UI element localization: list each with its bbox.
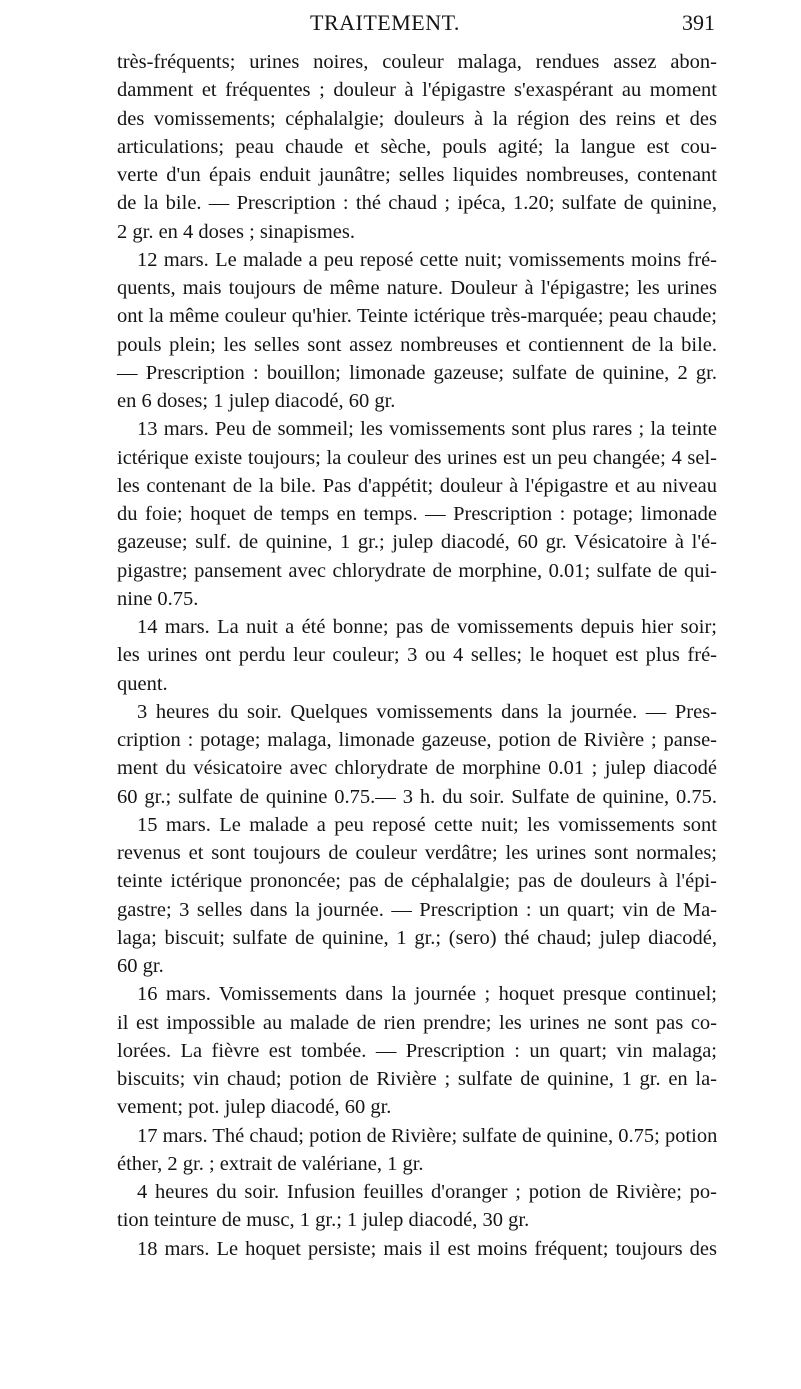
text-line: teinte ictérique prononcée; pas de céphalalgie; pas de douleurs à l'épi- [117, 870, 717, 893]
text-line: quents, mais toujours de même nature. Douleur à l'épigastre; les urines [117, 277, 717, 299]
text-line: 60 gr. [117, 955, 164, 977]
text-line: quent. [117, 672, 168, 695]
text-line: 2 gr. en 4 doses ; sinapismes. [117, 220, 356, 243]
page-header [115, 10, 715, 42]
text-line: 12 mars. Le malade a peu reposé cette nuit; vomissements moins fré- [137, 248, 717, 271]
text-line: gazeuse; sulf. de quinine, 1 gr.; julep diacodé, 60 gr. Vésicatoire à l'é- [117, 531, 717, 554]
text-line: biscuits; vin chaud; potion de Rivière ; sulfate de quinine, 1 gr. en la- [117, 1068, 717, 1090]
text-line: lorées. La fièvre est tombée. — Prescription : un quart; vin malaga; [117, 1039, 717, 1062]
text-line: damment et fréquentes ; douleur à l'épigastre s'exaspérant au moment [117, 79, 717, 102]
text-line: en 6 doses; 1 julep diacodé, 60 gr. [117, 390, 396, 412]
text-line: gastre; 3 selles dans la journée. — Prescription : un quart; vin de Ma- [117, 898, 717, 921]
text-line: de la bile. — Prescription : thé chaud ; ipéca, 1.20; sulfate de quinine, [117, 192, 717, 215]
text-line: du foie; hoquet de temps en temps. — Prescription : potage; limonade [117, 503, 717, 525]
text-line: revenus et sont toujours de couleur verdâtre; les urines sont normales; [117, 842, 717, 864]
text-line: éther, 2 gr. ; extrait de valériane, 1 gr. [117, 1152, 424, 1175]
text-line: 14 mars. La nuit a été bonne; pas de vomissements depuis hier soir; [137, 616, 717, 638]
body-text [117, 48, 717, 1263]
text-line: 3 heures du soir. Quelques vomissements dans la journée. — Pres- [137, 700, 717, 723]
text-line: des vomissements; céphalalgie; douleurs à la région des reins et des [117, 107, 717, 130]
text-line: pigastre; pansement avec chlorydrate de morphine, 0.01; sulfate de qui- [117, 559, 717, 582]
text-line: laga; biscuit; sulfate de quinine, 1 gr.; (sero) thé chaud; julep diacodé, [117, 926, 717, 949]
text-line: 16 mars. Vomissements dans la journée ; hoquet presque continuel; [137, 983, 717, 1006]
text-line: 15 mars. Le malade a peu reposé cette nuit; les vomissements sont [137, 813, 717, 836]
running-title: TRAITEMENT. [310, 10, 460, 35]
text-line: 18 mars. Le hoquet persiste; mais il est moins fréquent; toujours des [137, 1237, 717, 1260]
text-line: verte d'un épais enduit jaunâtre; selles liquides nombreuses, contenant [117, 164, 717, 186]
text-line: ont la même couleur qu'hier. Teinte ictérique très-marquée; peau chaude; [117, 305, 717, 328]
text-line: 13 mars. Peu de sommeil; les vomissements sont plus rares ; la teinte [137, 418, 717, 441]
text-line: les urines ont perdu leur couleur; 3 ou 4 selles; le hoquet est plus fré- [117, 644, 717, 667]
text-line: très-fréquents; urines noires, couleur malaga, rendues assez abon- [117, 51, 717, 73]
text-line: pouls plein; les selles sont assez nombreuses et contiennent de la bile. [117, 333, 717, 356]
text-line: — Prescription : bouillon; limonade gazeuse; sulfate de quinine, 2 gr. [117, 361, 717, 384]
text-line: 60 gr.; sulfate de quinine 0.75.— 3 h. du soir. Sulfate de quinine, 0.75. [117, 785, 717, 808]
text-line: ictérique existe toujours; la couleur des urines est un peu changée; 4 sel- [117, 446, 717, 469]
text-line: cription : potage; malaga, limonade gazeuse, potion de Rivière ; panse- [117, 729, 717, 751]
text-line: 4 heures du soir. Infusion feuilles d'oranger ; potion de Rivière; po- [137, 1181, 717, 1203]
text-line: tion teinture de musc, 1 gr.; 1 julep diacodé, 30 gr. [117, 1209, 530, 1232]
page-number: 391 [682, 10, 715, 35]
text-line: 17 mars. Thé chaud; potion de Rivière; sulfate de quinine, 0.75; potion [137, 1124, 718, 1147]
text-line: ment du vésicatoire avec chlorydrate de morphine 0.01 ; julep diacodé [117, 757, 717, 780]
text-line: nine 0.75. [117, 587, 199, 610]
text-line: il est impossible au malade de rien prendre; les urines ne sont pas co- [117, 1011, 717, 1034]
text-line: vement; pot. julep diacodé, 60 gr. [117, 1096, 392, 1119]
text-line: articulations; peau chaude et sèche, pouls agité; la langue est cou- [117, 135, 717, 158]
text-line: les contenant de la bile. Pas d'appétit; douleur à l'épigastre et au niveau [117, 474, 717, 497]
